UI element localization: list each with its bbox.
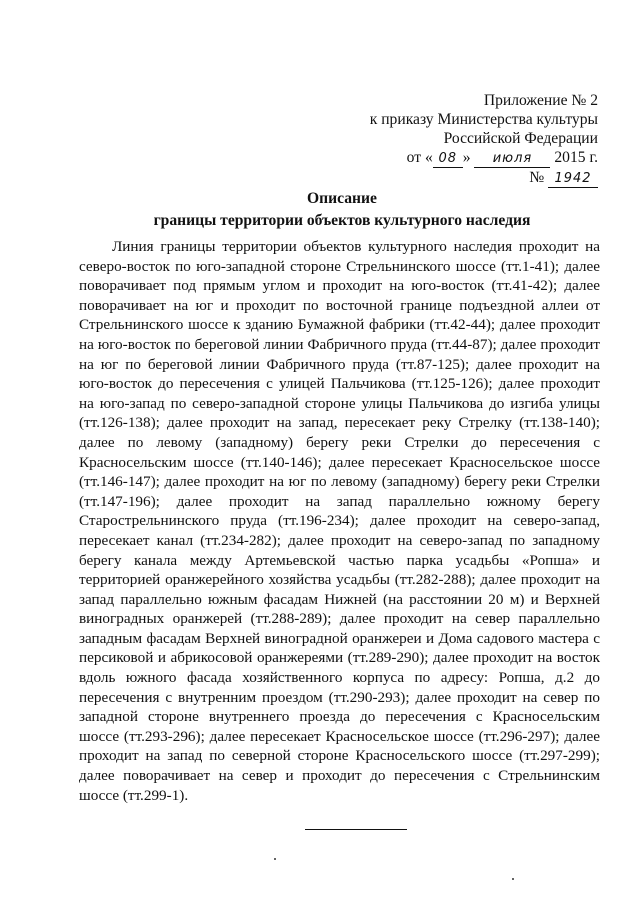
boundary-description-paragraph: Линия границы территории объектов культурного наследия проходит на северо-восток по юго-западной стороне Стрельнинского шоссе (тт.1-41); далее поворачивает под прямым углом и проходит на юго-восток (тт.41-42); далее поворачивает на юг и проходит по восточной границе подъездной аллеи от Стрельнинского шоссе к зданию Бумажной фабрики (тт.42-44); далее проходит на юго-восток по береговой линии Фабричного пруда (тт.44-87); далее проходит на юг по береговой линии Фабричного пруда (тт.87-125); далее проходит на юго-восток до пересечения с улицей Пальчикова (тт.125-126); далее проходит на юго-запад по северо-западной стороне улицы Пальчикова до изгиба улицы (тт.126-138); далее проходит на запад, пересекает реку Стрелку (тт.138-140); далее по левому (западному) берегу реки Стрелки до пересечения с Красносельским шоссе (тт.140-146); далее пересекает Красносельское шоссе (тт.146-147); далее проходит на юг по левому (западному) берегу реки Стрелки (тт.147-196); далее проходит на запад параллельно южному берегу Старострельнинского пруда (тт.196-234); далее проходит на северо-запад, пересекает канал (тт.234-282); далее проходит на северо-запад по западному берегу канала между Артемьевской частью парка усадьбы «Ропша» и территорией оранжерейного хозяйства усадьбы (тт.282-288); далее проходит на запад параллельно южным фасадам Нижней (на расстоянии 20 м) и Верхней виноградных оранжерей (тт.288-289); далее проходит на север параллельно западным фасадам Верхней виноградной оранжереи и Дома садового мастера с персиковой и абрикосовой оранжереями (тт.289-290); далее проходит на восток вдоль южного фасада хозяйственного корпуса по адресу: Ропша, д.2 до пересечения с внутренним проездом (тт.290-293); далее проходит на север по западной стороне внутреннего проезда до пересечения с Красносельским шоссе (тт.293-296); далее пересекает Красносельское шоссе (тт.296-297); далее проходит на запад по северной стороне Красносельского шоссе (тт.297-299); далее поворачивает на север и проходит до пересечения с Стрельнинским шоссе (тт.299-1). — [79, 238, 600, 804]
appendix-header — [370, 91, 598, 188]
appendix-number: Приложение № 2 — [483, 92, 598, 109]
appendix-order-ref: к приказу Министерства культуры — [369, 111, 598, 128]
appendix-date — [370, 148, 598, 168]
number-prefix: № — [529, 169, 545, 186]
order-number-handwritten: 1942 — [548, 171, 598, 188]
date-prefix: от « — [406, 149, 433, 166]
date-day-handwritten: 08 — [433, 151, 463, 168]
order-number — [370, 168, 598, 188]
scan-speck — [274, 858, 276, 860]
scan-speck — [512, 878, 514, 880]
date-month-handwritten: июля — [474, 151, 550, 168]
date-year: 2015 г. — [554, 149, 598, 166]
date-mid: » — [462, 149, 471, 166]
appendix-federation: Российской Федерации — [443, 130, 598, 147]
document-title — [80, 188, 604, 232]
title-line-1: Описание — [307, 190, 377, 207]
title-line-2: границы территории объектов культурного наследия — [153, 212, 531, 229]
end-divider-line — [305, 829, 407, 830]
